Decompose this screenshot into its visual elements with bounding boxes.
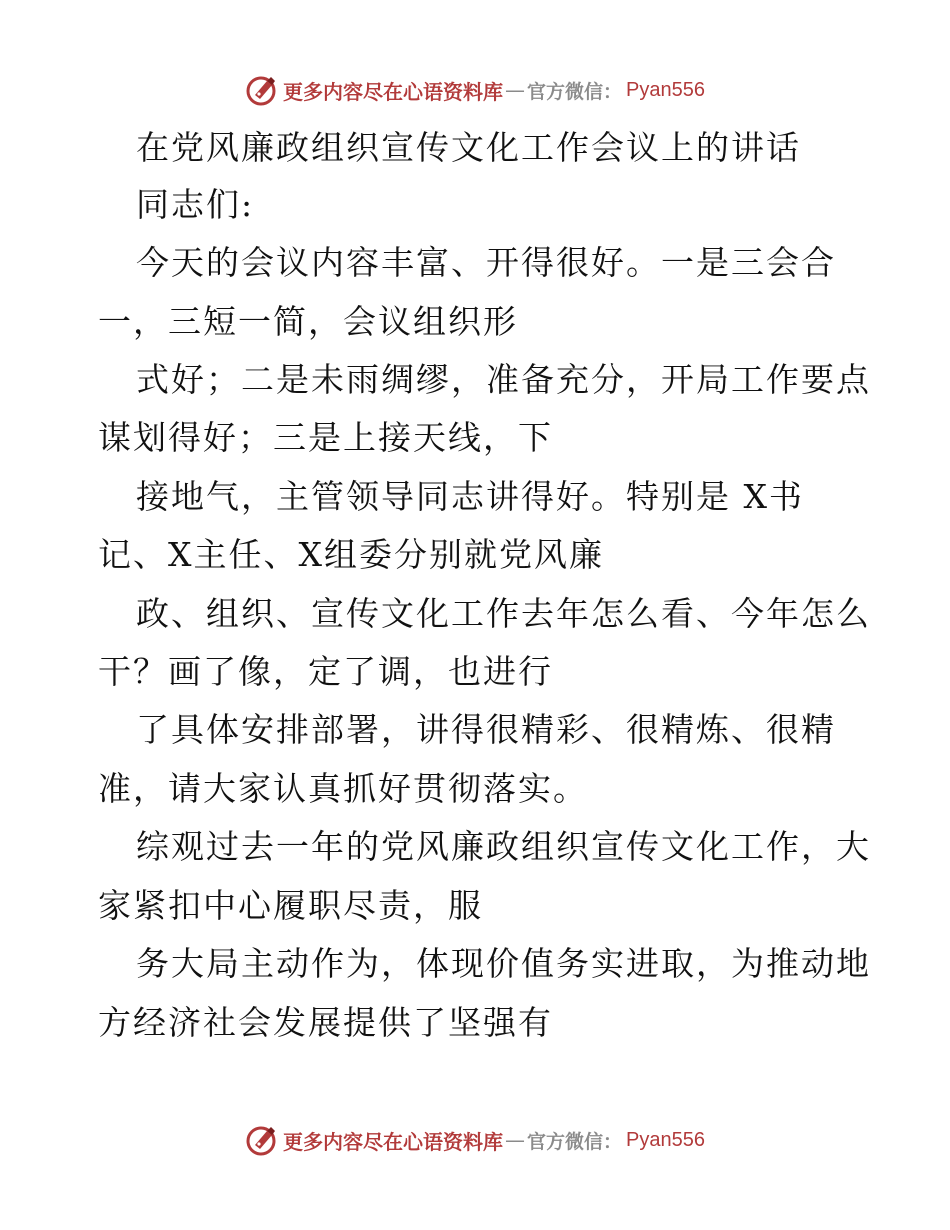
paragraph-line: 政、组织、宣传文化工作去年怎么看、今年怎么 [136, 594, 871, 633]
paragraph-line: 接地气，主管领导同志讲得好。特别是 X书 [136, 477, 804, 516]
paragraph-line: 今天的会议内容丰富、开得很好。一是三会合 [136, 243, 836, 282]
paragraph-line: 记、X主任、X组委分别就党风廉 [98, 535, 604, 574]
pen-nib-logo-icon [245, 1123, 279, 1157]
paragraph-line: 务大局主动作为，体现价值务实进取，为推动地 [136, 944, 871, 983]
banner-dash: — [505, 78, 525, 102]
paragraph-line: 一，三短一简，会议组织形 [98, 302, 518, 341]
paragraph-line: 干？画了像，定了调，也进行 [98, 652, 553, 691]
paragraph-line: 综观过去一年的党风廉政组织宣传文化工作，大 [136, 827, 871, 866]
paragraph-line: 式好；二是未雨绸缪，准备充分，开局工作要点 [136, 360, 871, 399]
footer-banner [0, 1120, 950, 1160]
pen-nib-logo-icon [245, 73, 279, 107]
salutation: 同志们: [136, 185, 255, 224]
paragraph-line: 方经济社会发展提供了坚强有 [98, 1003, 553, 1042]
paragraph-line: 家紧扣中心履职尽责，服 [98, 886, 483, 925]
paragraph-line: 准，请大家认真抓好贯彻落实。 [98, 769, 588, 808]
paragraph-line: 谋划得好；三是上接天线，下 [98, 418, 553, 457]
document-title: 在党风廉政组织宣传文化工作会议上的讲话 [136, 128, 801, 167]
header-banner [0, 70, 950, 110]
banner-wechat-id: Pyan556 [626, 1128, 705, 1151]
banner-wechat-id: Pyan556 [626, 78, 705, 101]
banner-dash: — [505, 1128, 525, 1152]
paragraph-line: 了具体安排部署，讲得很精彩、很精炼、很精 [136, 710, 836, 749]
banner-wechat-label: 官方微信： [527, 1130, 623, 1153]
banner-wechat-label: 官方微信： [527, 80, 623, 103]
banner-title: 更多内容尽在心语资料库 [283, 1129, 503, 1154]
banner-title: 更多内容尽在心语资料库 [283, 79, 503, 104]
